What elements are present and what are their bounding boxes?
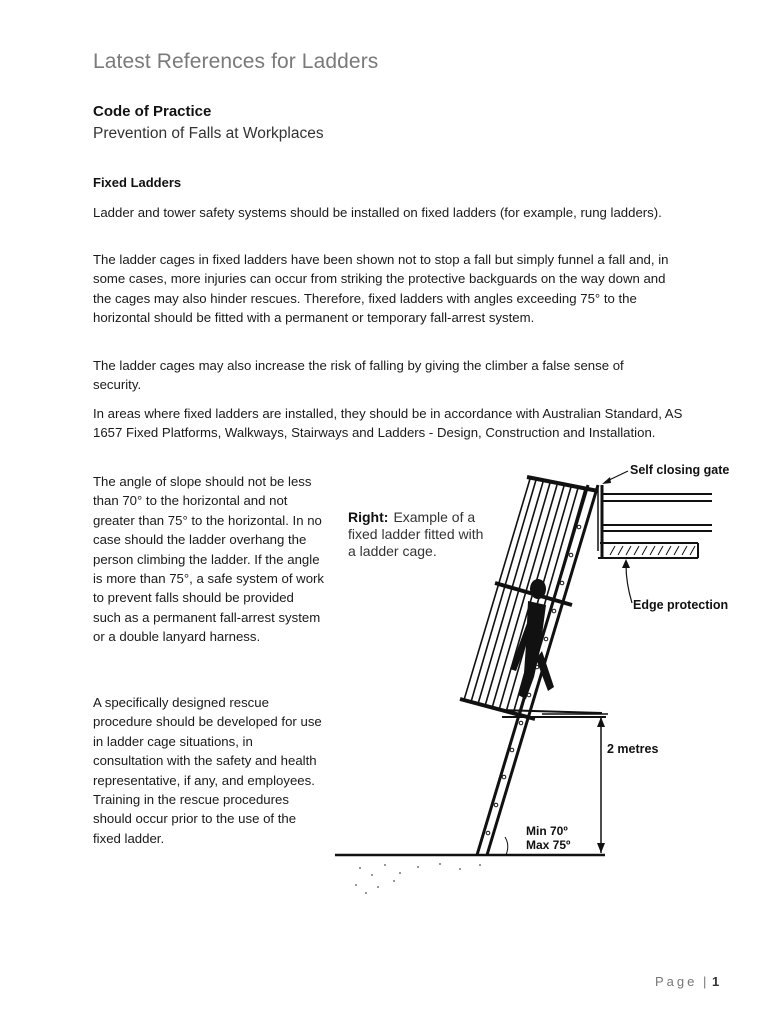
ladder-cage-figure xyxy=(330,455,730,900)
upper-platform xyxy=(598,485,712,558)
page-footer xyxy=(655,974,719,989)
figure-caption-line3: a ladder cage. xyxy=(348,543,437,559)
paragraph-4: In areas where fixed ladders are installed, they should be in accordance with Australian Standard, AS 1657 Fixed Platforms, Walkways, Stairways and Ladders - Design, Construction and Installation. xyxy=(93,406,683,441)
paragraph-2: The ladder cages in fixed ladders have been shown not to stop a fall but simply funnel a fall and, in some cases, more injuries can occur from striking the protective backguards on the way down and the cages may also hinder rescues. Therefore, fixed ladders with angles exceeding 75° to the horizontal should be fitted with a permanent or temporary fall-arrest system. xyxy=(93,252,669,326)
page-number: 1 xyxy=(711,974,720,989)
label-min-angle: Min 70º xyxy=(526,824,568,838)
paragraph-3: The ladder cages may also increase the risk of falling by giving the climber a false sense of security. xyxy=(93,358,624,393)
angle-callout xyxy=(505,824,571,855)
ground xyxy=(335,855,605,894)
gate-callout xyxy=(602,463,729,484)
edge-protection-callout xyxy=(622,559,728,612)
label-2-metres: 2 metres xyxy=(607,742,659,756)
section-title: Fixed Ladders xyxy=(93,175,182,190)
document-title: Latest References for Ladders xyxy=(93,50,379,73)
paragraph-5: The angle of slope should not be less than 70° to the horizontal and not greater than 75° to the horizontal. In no case should the ladder overhang the person climbing the ladder. If the angle is more than 75°, a safe system of work to prevent falls should be provided such as a permanent fall-arrest system or a double lanyard harness. xyxy=(93,474,325,645)
code-subheading: Prevention of Falls at Workplaces xyxy=(93,125,324,142)
paragraph-6: A specifically designed rescue procedure should be developed for use in ladder cage situations, in consultation with the safety and health representative, if any, and employees. Training in the rescue procedures should occur prior to the use of the fixed ladder. xyxy=(93,695,322,846)
footer-page-word: Page xyxy=(655,974,698,989)
figure-caption-line1: Right: Example of a xyxy=(348,509,476,525)
label-self-closing-gate: Self closing gate xyxy=(630,463,730,477)
footer-separator: | xyxy=(699,974,710,989)
ladder-cage xyxy=(460,477,606,719)
label-edge-protection: Edge protection xyxy=(633,598,729,612)
ladder-diagram xyxy=(330,455,730,900)
paragraph-1: Ladder and tower safety systems should be installed on fixed ladders (for example, rung ladders). xyxy=(93,205,662,220)
figure-caption-line2: fixed ladder fitted with xyxy=(348,526,484,542)
code-heading: Code of Practice xyxy=(93,103,212,120)
label-max-angle: Max 75º xyxy=(526,838,571,852)
